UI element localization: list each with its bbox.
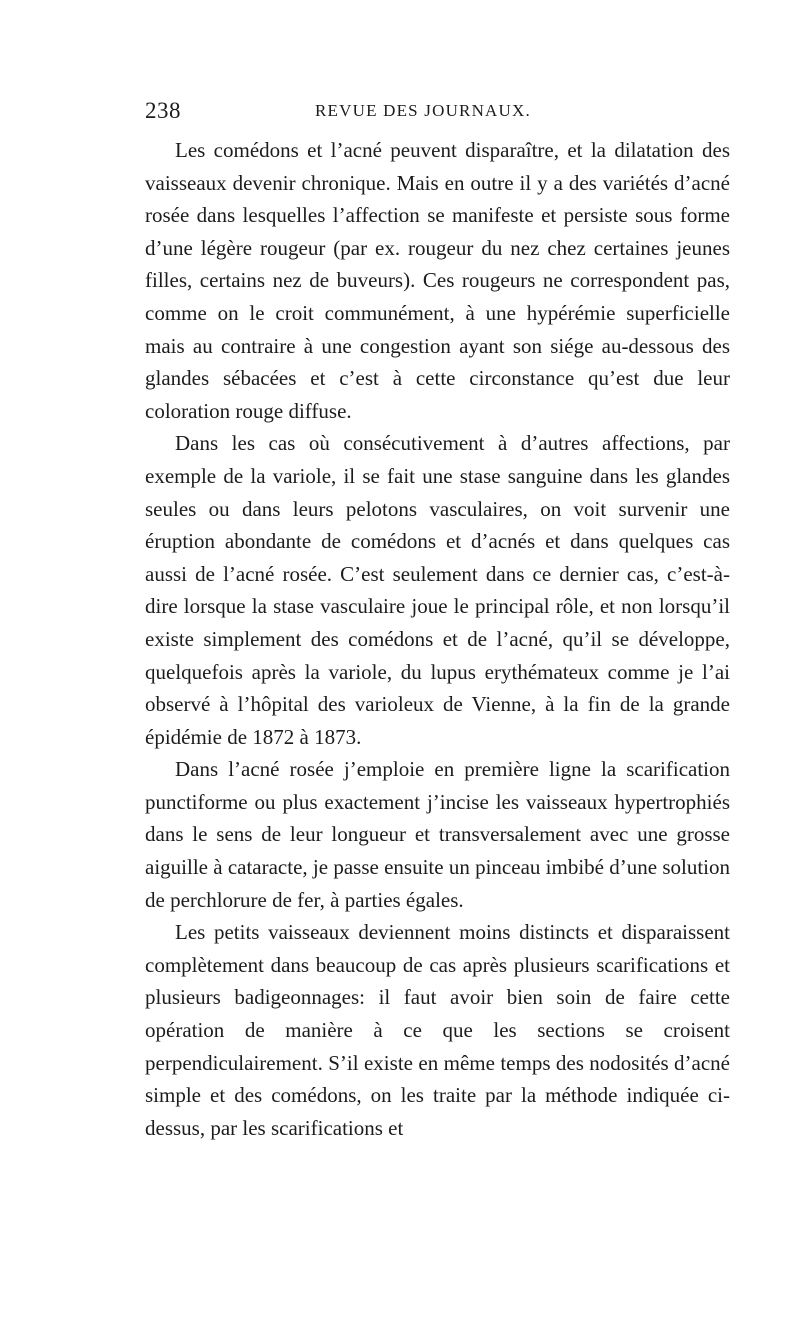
paragraph-4: Les petits vaisseaux deviennent moins distincts et disparaissent complètement dans beaucoup de cas après plusieurs scarifications et plusieurs badigeonnages: il faut avoir bien soin de faire cette opération de manière à ce que les sections se croisent perpendiculairement. S’il existe en même temps des nodosités d’acné simple et des comédons, on les traite par la méthode indiquée ci-dessus, par les scarifications et (145, 920, 730, 1140)
page-number: 238 (145, 98, 181, 123)
running-title: REVUE DES JOURNAUX. (315, 101, 531, 120)
body-text (145, 134, 730, 1144)
paragraph-2: Dans les cas où consécutivement à d’autres affections, par exemple de la variole, il se fait une stase sanguine dans les glandes seules ou dans leurs pelotons vasculaires, on voit survenir une éruption abondante de comédons et d’acnés et dans quelques cas aussi de l’acné rosée. C’est seulement dans ce dernier cas, c’est-à-dire lorsque la stase vasculaire joue le principal rôle, et non lorsqu’il existe simplement des comédons et de l’acné, qu’il se développe, quelquefois après la variole, du lupus erythémateux comme je l’ai observé à l’hôpital des varioleux de Vienne, à la fin de la grande épidémie de 1872 à 1873. (145, 431, 730, 749)
paragraph-3: Dans l’acné rosée j’emploie en première ligne la scarification punctiforme ou plus exactement j’incise les vaisseaux hypertrophiés dans le sens de leur longueur et transversalement avec une grosse aiguille à cataracte, je passe ensuite un pinceau imbibé d’une solution de perchlorure de fer, à parties égales. (145, 757, 730, 912)
paragraph-1: Les comédons et l’acné peuvent disparaître, et la dilatation des vaisseaux devenir chronique. Mais en outre il y a des variétés d’acné rosée dans lesquelles l’affection se manifeste et persiste sous forme d’une légère rougeur (par ex. rougeur du nez chez certaines jeunes filles, certains nez de buveurs). Ces rougeurs ne correspondent pas, comme on le croit communément, à une hypérémie superficielle mais au contraire à une congestion ayant son siége au-dessous des glandes sébacées et c’est à cette circonstance qu’est due leur coloration rouge diffuse. (145, 138, 730, 423)
running-head (145, 98, 730, 126)
